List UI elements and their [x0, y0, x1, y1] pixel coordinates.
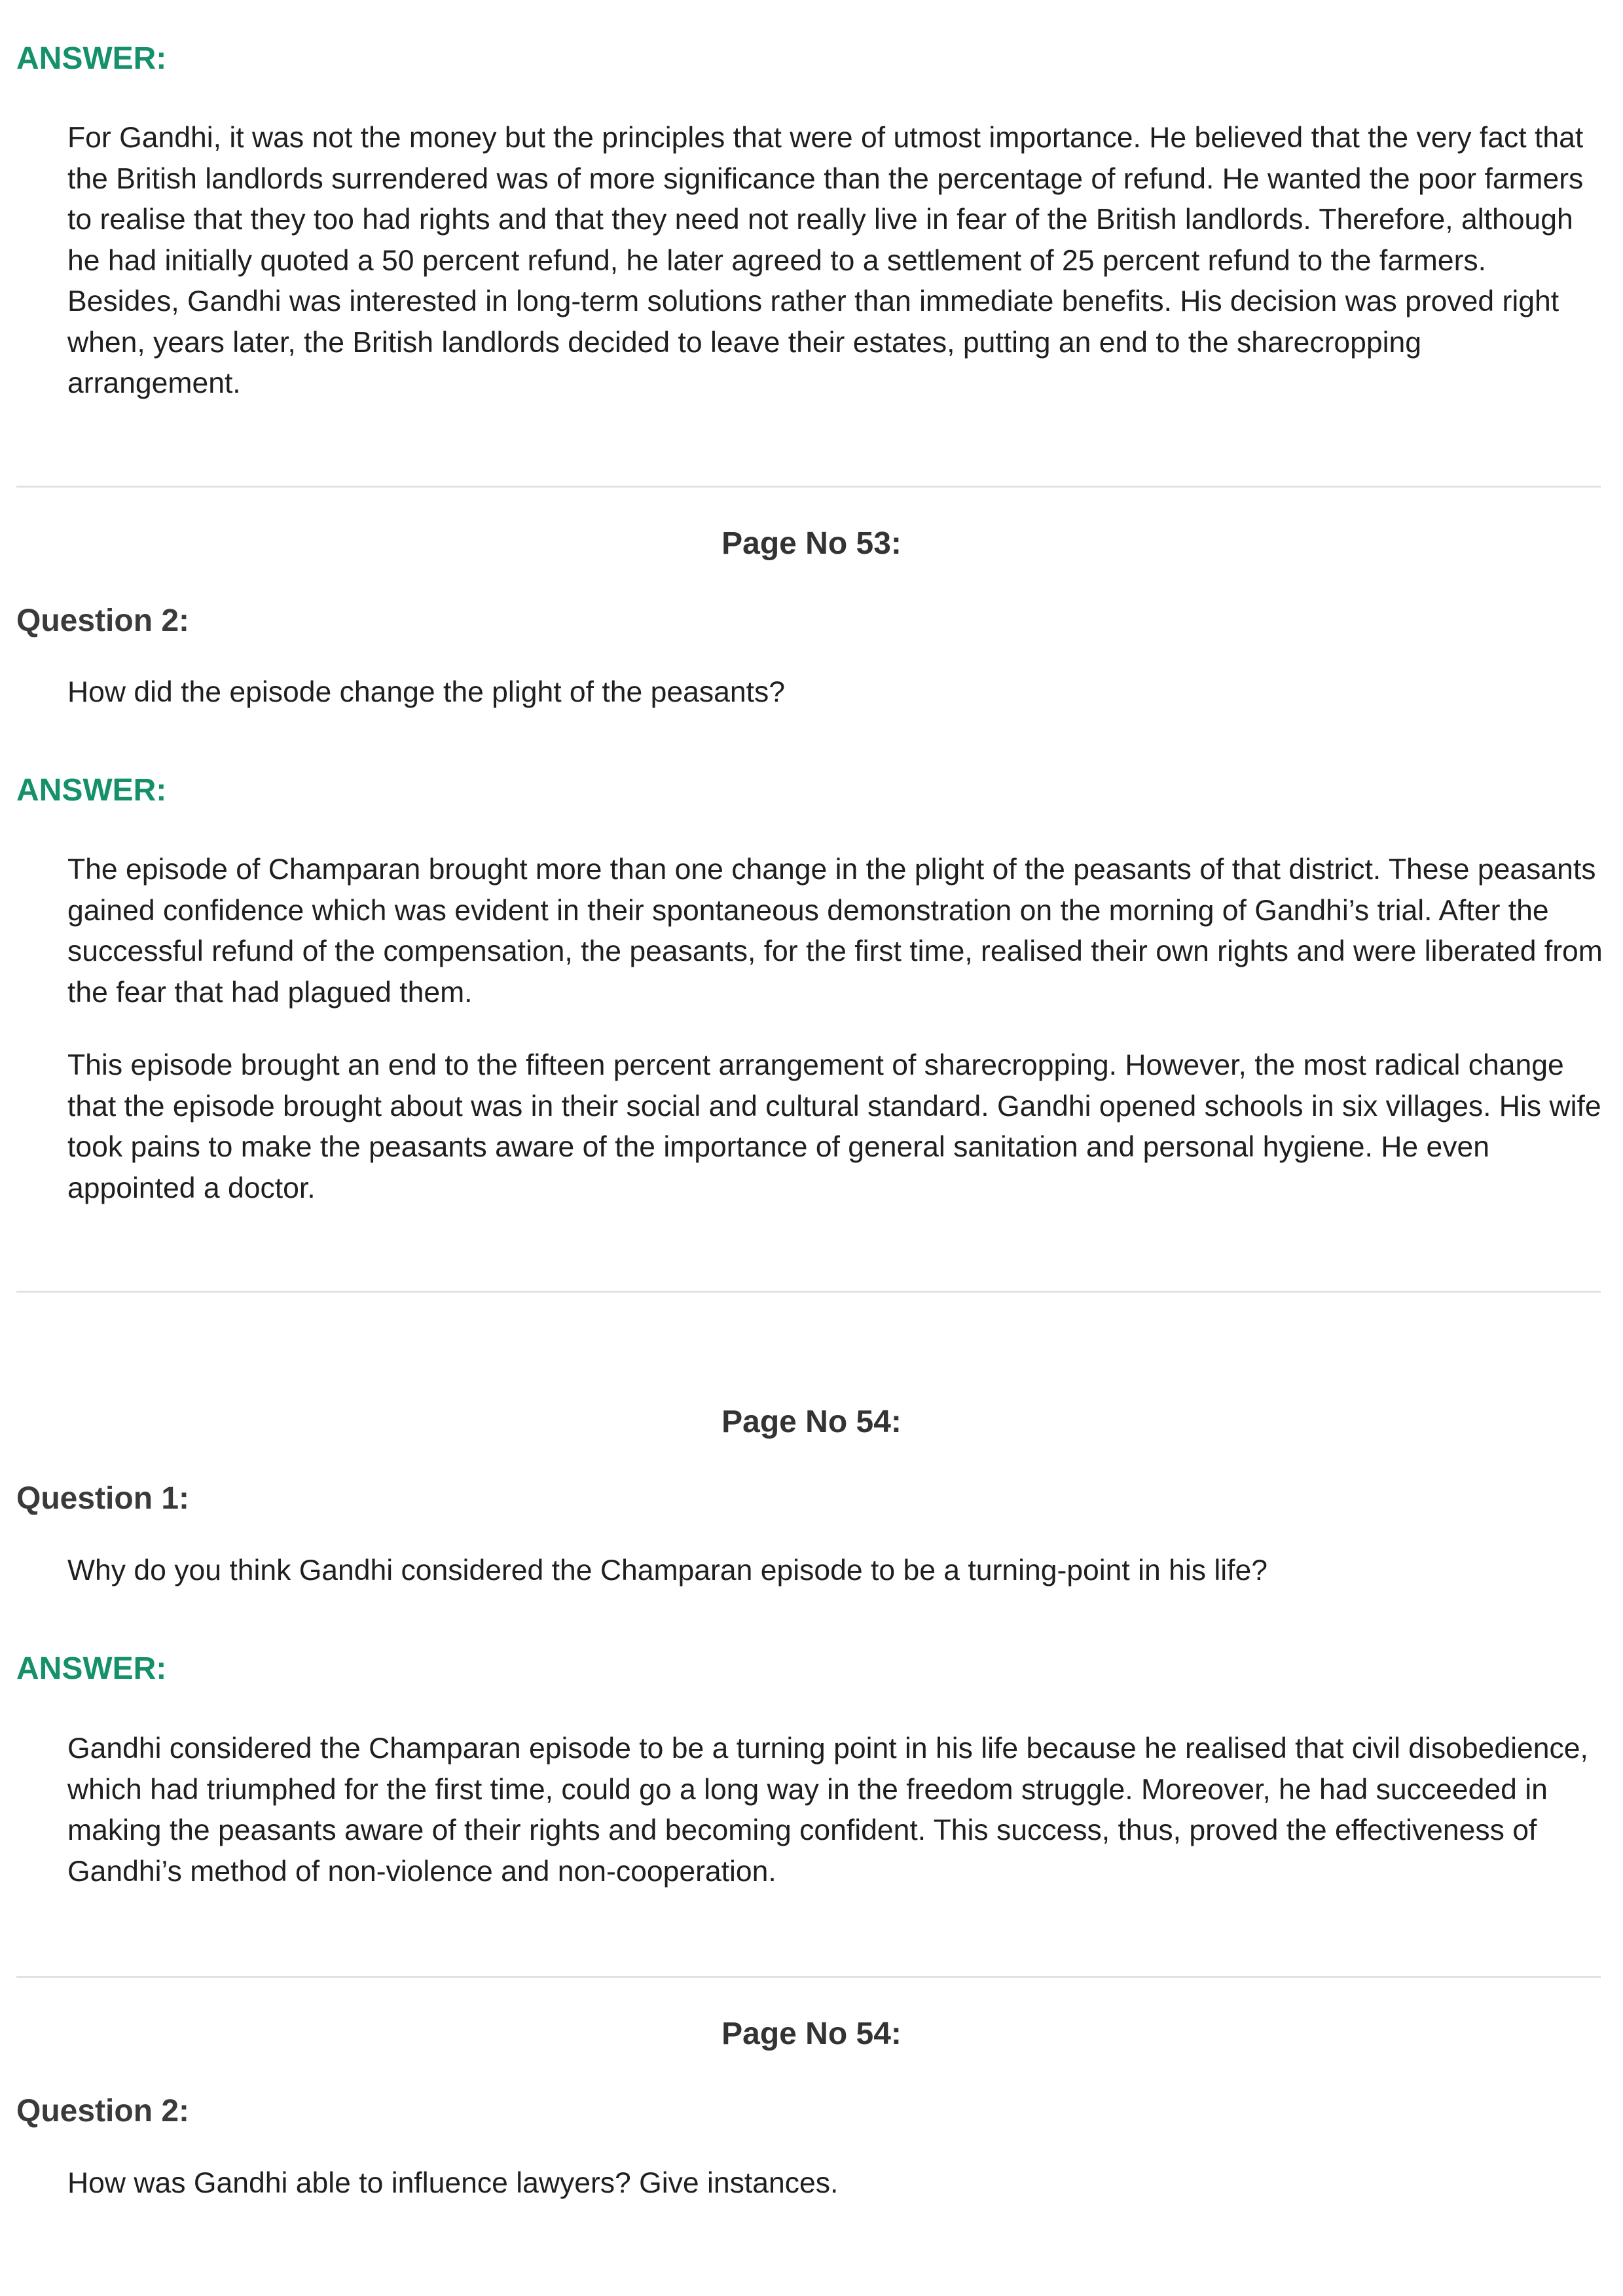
question-label: Question 2: [16, 603, 190, 638]
answer-label: ANSWER: [16, 773, 167, 808]
page-number-heading: Page No 54: [721, 1405, 902, 1439]
question-text: How was Gandhi able to influence lawyers? Give instances. [67, 2167, 839, 2199]
answer-paragraph: This episode brought an end to the fifteen percent arrangement of sharecropping. However, the most radical change that the episode brought about was in their social and cultural standard. Gandhi opened schools in six villages. His wife took pains to make the peasants aware of the importance of general sanitation and personal hygiene. He even appointed a doctor. [67, 1049, 1601, 1204]
answer-label: ANSWER: [16, 1651, 167, 1686]
answer-paragraph: Gandhi considered the Champaran episode to be a turning point in his life because he realised that civil disobedience, which had triumphed for the first time, could go a long way in the freedom struggle. Moreover, he had succeeded in making the peasants aware of their rights and becoming confident. This success, thus, proved the effectiveness of Gandhi’s method of non-violence and non-cooperation. [67, 1732, 1588, 1888]
answer-label: ANSWER: [16, 41, 167, 76]
question-text: How did the episode change the plight of the peasants? [67, 676, 785, 708]
section-divider [16, 1976, 1601, 1978]
answer-paragraph: For Gandhi, it was not the money but the principles that were of utmost importance. He believed that the very fact that the British landlords surrendered was of more significance than the percentage of refund. He wanted the poor farmers to realise that they too had rights and that they need not really live in fear of the British landlords. Therefore, although he had initially quoted a 50 percent refund, he later agreed to a settlement of 25 percent refund to the farmers. Besides, Gandhi was interested in long-term solutions rather than immediate benefits. His decision was proved right when, years later, the British landlords decided to leave their estates, putting an end to the sharecropping arrangement. [67, 122, 1584, 399]
answer-paragraph: The episode of Champaran brought more than one change in the plight of the peasants of that district. These peasants gained confidence which was evident in their spontaneous demonstration on the morning of Gandhi’s trial. After the successful refund of the compensation, the peasants, for the first time, realised their own rights and were liberated from the fear that had plagued them. [67, 853, 1603, 1009]
section-divider [16, 486, 1601, 488]
page-number-heading: Page No 54: [721, 2017, 902, 2051]
question-text: Why do you think Gandhi considered the Champaran episode to be a turning-point in his life? [67, 1554, 1268, 1587]
question-label: Question 2: [16, 2094, 190, 2128]
page-number-heading: Page No 53: [721, 526, 902, 561]
question-label: Question 1: [16, 1481, 190, 1516]
section-divider [16, 1291, 1601, 1293]
